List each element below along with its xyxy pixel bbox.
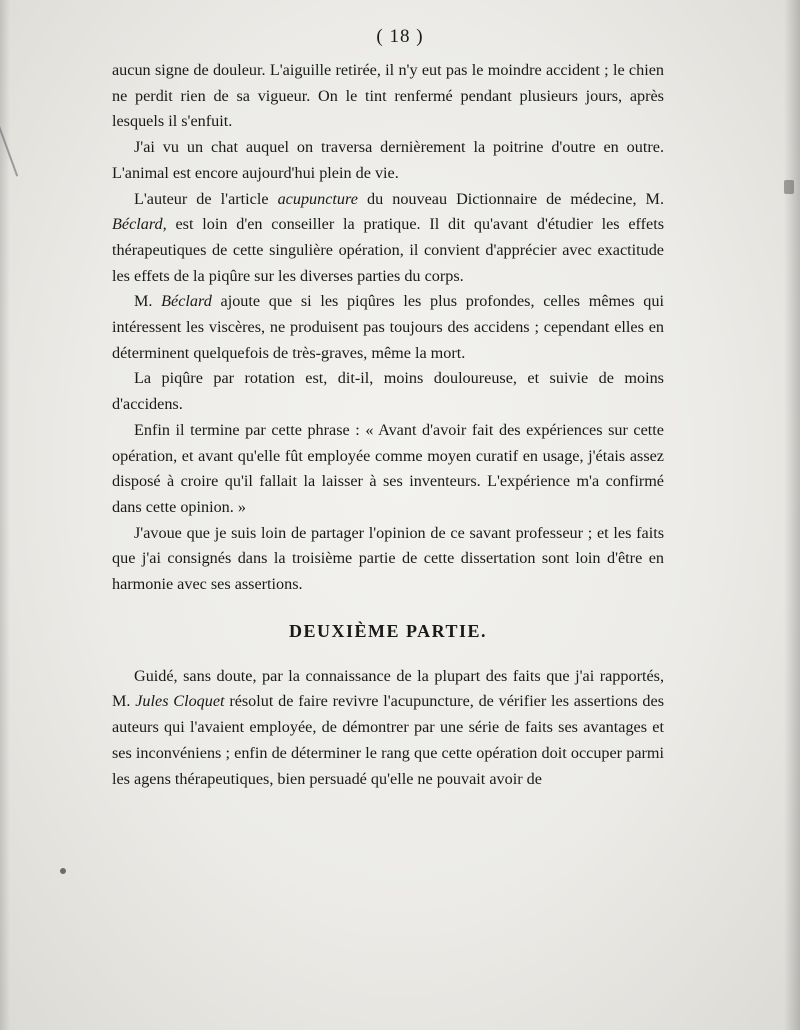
margin-mark-right [784, 180, 794, 194]
section-heading: DEUXIÈME PARTIE. [288, 620, 488, 641]
italic-name: Béclard [161, 292, 212, 311]
ink-spot [60, 868, 66, 874]
text-run: L'auteur de l'article [134, 189, 269, 208]
paragraph-chat: J'ai vu un chat auquel on traversa dernièrement la poitrine d'outre en outre. L'animal est encore aujourd'hui plein de vie. [112, 138, 664, 182]
paragraph-cloquet [112, 664, 664, 793]
paragraph-beclard-article [112, 187, 664, 290]
paragraph-avowal: J'avoue que je suis loin de partager l'opinion de ce savant professeur ; et les faits que j'ai consignés dans la troisième partie de cette dissertation sont loin d'être en harmonie avec ses assertions. [112, 523, 664, 594]
paragraph-rotation: La piqûre par rotation est, dit-il, moins douloureuse, et suivie de moins d'accidens. [112, 369, 664, 414]
text-run: est loin d'en conseiller la pratique. Il dit qu'avant d'étudier les effets thérapeutiques de cette singulière opération, il convient d'apprécier avec exactitude les effets de la piqûre sur les diverses parties du corps. [112, 215, 665, 285]
italic-name: Béclard, [112, 215, 167, 234]
italic-term: acupuncture [277, 189, 358, 208]
text-run: Guidé, sans doute, par la connaissance de la plupart des faits que j'ai rapportés, M. [112, 666, 664, 711]
paragraph-beclard-adds [112, 289, 664, 366]
text-run: du nouveau Dictionnaire de médecine, M. [366, 189, 664, 208]
body-text [112, 58, 664, 792]
page-number: ( 18 ) [376, 26, 424, 47]
italic-name: Jules Cloquet [135, 692, 225, 711]
text-run: ajoute que si les piqûres les plus profondes, celles mêmes qui intéressent les viscères, ne produisent pas toujours des accidens ; cependant elles en déterminent quelquefois de très-graves, même la mort. [112, 292, 664, 362]
paragraph-continuation: aucun signe de douleur. L'aiguille retirée, il n'y eut pas le moindre accident ; le chien ne perdit rien de sa vigueur. On le tint renfermé pendant plusieurs jours, après lesquels il s'enfuit. [112, 61, 664, 131]
text-run: résolut de faire revivre l'acupuncture, de vérifier les assertions des auteurs qui l'avaient employée, de démontrer par une série de faits ses avantages et ses inconvéniens ; enfin de déterminer le rang que cette opération doit occuper parmi les agens thérapeutiques, bien persuadé qu'elle ne pouvait avoir de [112, 692, 664, 788]
paragraph-quote: Enfin il termine par cette phrase : « Avant d'avoir fait des expériences sur cette opération, et avant qu'elle fût employée comme moyen curatif en usage, j'étais assez disposé à croire qu'il fallait la laisser à ses inventeurs. L'expérience m'a confirmé dans cette opinion. » [112, 420, 664, 516]
page-right-edge-shadow [784, 0, 800, 1030]
text-run: M. [134, 292, 153, 311]
